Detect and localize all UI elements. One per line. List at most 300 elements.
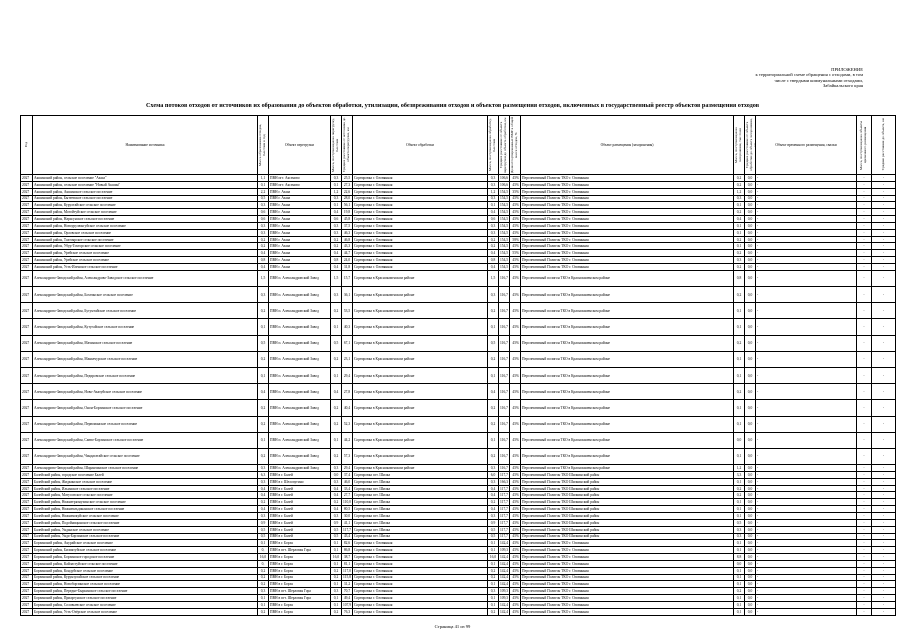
cell-m3: 1,2 [488, 188, 499, 195]
cell-disposal: Перспективный полигон ТКО в Краснокаменском районе [521, 270, 734, 286]
cell-processing: Сортировка в Краснокаменском районе [353, 384, 488, 400]
cell-m4: 3,3 [734, 471, 745, 478]
cell-m3: 0,1 [488, 601, 499, 608]
cell-share: 45% [510, 499, 521, 506]
cell-transfer: ПВН г. Акша [269, 222, 331, 229]
cell-disposal: Перспективный Полигон ТКО г. Оловянная [521, 243, 734, 250]
table-row [21, 608, 896, 615]
cell-processing: Сортировка г. Оловянная [353, 222, 488, 229]
cell-m5: - [857, 181, 872, 188]
cell-source: Акшинский район, Акшинское сельское поселение [33, 188, 258, 195]
cell-m3: 0,4 [488, 384, 499, 400]
cell-processing: Сортировка г. Оловянная [353, 588, 488, 595]
cell-d2: 117,7 [500, 527, 508, 532]
cell-d4: - [872, 533, 896, 540]
column-header [33, 116, 258, 175]
cell-mass: 0,9 [258, 519, 269, 526]
cell-d4: - [872, 209, 896, 216]
cell-m2: 16,0 [331, 554, 342, 561]
cell-m2: 0,6 [331, 216, 342, 223]
cell-temp: - [756, 181, 857, 188]
cell-source: Акшинский район, Орловское сельское поселение [33, 229, 258, 236]
cell-d3: 0,0 [745, 209, 756, 216]
cell-transfer: ПВН в пгт. Шерловая Гора [269, 588, 331, 595]
cell-transfer: ПВН г. Акша [269, 250, 331, 257]
cell-m4: 0,1 [734, 303, 745, 319]
cell-d3: 0,0 [745, 560, 756, 567]
cell-d3: 0,0 [745, 595, 756, 602]
cell-mass: 0,1 [258, 367, 269, 383]
cell-d1: 27,3 [342, 181, 353, 188]
cell-temp: - [756, 492, 857, 499]
cell-d3: 0,0 [745, 181, 756, 188]
cell-disposal: Перспективный Полигон ТКО г. Оловянная [521, 257, 734, 264]
appendix-line: Забайкальского края [822, 83, 863, 89]
cell-disposal: Перспективный Полигон ТКО г. Оловянная [521, 202, 734, 209]
cell-d1: 107,9 [343, 602, 352, 607]
cell-m3: 0,9 [488, 519, 499, 526]
cell-d4: - [872, 574, 896, 581]
cell-processing: Сортировка в Краснокаменском районе [353, 432, 488, 448]
cell-d2: 154,5 [500, 196, 509, 201]
cell-d1: 23,1 [342, 351, 353, 367]
cell-m2: 0,2 [331, 400, 342, 416]
cell-m4: 0,1 [734, 506, 745, 513]
cell-year: 2027 [21, 287, 33, 303]
cell-processing: Сортировка пгт. Шилка [353, 499, 488, 506]
cell-source: Александрово-Заводский район, Педировское сельское поселение [33, 367, 258, 383]
cell-disposal: Перспективный Полигон ТКО г. Оловянная [521, 236, 734, 243]
cell-m3: 0,2 [488, 499, 499, 506]
table-row [21, 400, 896, 416]
cell-transfer: ПВН г. Акша [269, 257, 331, 264]
cell-source: Борзинский район, Борзинское городское поселение [33, 554, 258, 561]
cell-d1: 29,4 [342, 465, 353, 472]
cell-m2: 0,2 [331, 243, 342, 250]
cell-d1: 110,0 [343, 500, 351, 505]
cell-m4: 1,2 [734, 188, 745, 195]
cell-m5: - [857, 257, 872, 264]
cell-m5: - [857, 478, 872, 485]
cell-transfer: ПВН г. Акша [269, 202, 331, 209]
cell-d2: 154,5 [500, 189, 509, 194]
cell-processing: Сортировка г. Оловянная [353, 540, 488, 547]
cell-processing: Сортировка пгт. Шилка [353, 471, 488, 478]
cell-mass: 0,1 [258, 319, 269, 335]
table-row [21, 526, 896, 533]
cell-year: 2027 [21, 448, 33, 464]
cell-disposal: Перспективный полигон ТКО в Краснокаменском районе [521, 465, 734, 472]
cell-year: 2027 [21, 465, 33, 472]
cell-source: Александрово-Заводский район, Мачинское сельское поселение [33, 335, 258, 351]
cell-temp: - [756, 595, 857, 602]
cell-d3: 0,0 [745, 236, 756, 243]
table-row [21, 216, 896, 223]
cell-m3: 0,6 [488, 216, 499, 223]
cell-processing: Сортировка г. Оловянная [353, 236, 488, 243]
cell-source: Александрово-Заводский район, Бохтинское сельское поселение [33, 287, 258, 303]
cell-d4: - [872, 432, 896, 448]
cell-d2: 142,4 [500, 582, 509, 587]
cell-m3: 0,4 [488, 492, 499, 499]
cell-disposal: Перспективный Полигон ТКО г. Оловянная [521, 229, 734, 236]
cell-temp: - [756, 432, 857, 448]
cell-m4: 0,5 [734, 519, 745, 526]
cell-d3: 0,0 [745, 554, 756, 561]
cell-share: 45% [510, 567, 521, 574]
cell-d2: 109,3 [500, 548, 509, 553]
cell-disposal: Перспективный Полигон ТКО Шилкинский район [521, 526, 734, 533]
cell-temp: - [756, 209, 857, 216]
cell-mass: 0,2 [258, 416, 269, 432]
cell-m5: - [857, 222, 872, 229]
cell-temp: - [756, 367, 857, 383]
page-number: Страница 41 из 99 [434, 624, 471, 629]
cell-m5: - [857, 471, 872, 478]
cell-d2: 116,7 [499, 367, 510, 383]
cell-m3: 0,1 [488, 202, 499, 209]
table-row [21, 547, 896, 554]
cell-disposal: Перспективный Полигон ТКО г. Оловянная [521, 608, 734, 615]
cell-year: 2027 [21, 540, 33, 547]
cell-m2: 0,1 [331, 547, 342, 554]
column-header [342, 116, 353, 175]
cell-temp: - [756, 499, 857, 506]
cell-mass: 0,3 [258, 478, 269, 485]
cell-temp: - [756, 263, 857, 270]
cell-processing: Сортировка г. Оловянная [353, 188, 488, 195]
cell-d1: 33,4 [342, 485, 353, 492]
cell-m4: 0,1 [734, 416, 745, 432]
cell-d1: 38,7 [342, 554, 353, 561]
cell-d3: 0,0 [745, 519, 756, 526]
cell-disposal: Перспективный Полигон ТКО г. Оловянная [521, 595, 734, 602]
cell-share: 35% [510, 188, 521, 195]
cell-d3: 0,0 [745, 367, 756, 383]
column-header-label: Среднее расстояние до объекта, км [880, 118, 885, 171]
cell-disposal: Перспективный Полигон ТКО Шилкинский район [521, 519, 734, 526]
cell-m3: 0,4 [488, 209, 499, 216]
column-header [353, 116, 488, 175]
cell-m5: - [857, 384, 872, 400]
cell-source: Борзинский район, Акурайское сельское поселение [33, 540, 258, 547]
cell-source: Акшинский район, сельское поселение "Акша" [33, 175, 258, 182]
cell-temp: - [756, 303, 857, 319]
cell-d3: 0,0 [745, 471, 756, 478]
cell-d3: 0,0 [745, 512, 756, 519]
cell-m5: - [857, 236, 872, 243]
cell-processing: Сортировка г. Оловянная [353, 229, 488, 236]
cell-d2: 106,6 [500, 182, 509, 187]
cell-d2: 117,7 [500, 534, 508, 539]
cell-source: Александрово-Заводский район, Шаранчинское сельское поселение [33, 465, 258, 472]
cell-temp: - [756, 416, 857, 432]
column-header-label: Объект перегрузки [285, 143, 314, 147]
cell-m3: 0,3 [488, 478, 499, 485]
cell-temp: - [756, 175, 857, 182]
cell-m4: 1,2 [734, 465, 745, 472]
cell-transfer: ПВН п. Александровский Завод [269, 448, 331, 464]
cell-temp: - [756, 512, 857, 519]
cell-d4: - [872, 367, 896, 383]
cell-transfer: ПВН п. Александровский Завод [269, 335, 331, 351]
cell-m4: 0,0 [734, 560, 745, 567]
cell-m5: - [857, 209, 872, 216]
cell-d1: 29,4 [342, 367, 353, 383]
cell-share: 45% [510, 554, 521, 561]
cell-d2: 116,7 [499, 432, 510, 448]
cell-disposal: Перспективный Полигон ТКО г. Оловянная [521, 175, 734, 182]
cell-m2: 0,2 [331, 448, 342, 464]
cell-mass: 16,0 [258, 554, 269, 561]
cell-disposal: Перспективный полигон ТКО в Краснокаменском районе [521, 384, 734, 400]
cell-mass: 0,2 [258, 303, 269, 319]
table-row [21, 512, 896, 519]
cell-d2: 116,7 [499, 319, 510, 335]
cell-d1: 46,3 [342, 229, 353, 236]
cell-d3: 0,0 [745, 506, 756, 513]
cell-share: 45% [510, 432, 521, 448]
cell-temp: - [756, 574, 857, 581]
cell-m2: 0,4 [331, 250, 342, 257]
cell-m3: 0,4 [488, 506, 499, 513]
cell-d3: 0,0 [745, 216, 756, 223]
cell-source: Борзинский район, Биликтуйское сельское поселение [33, 547, 258, 554]
cell-d1: 46,8 [342, 236, 353, 243]
cell-disposal: Перспективный Полигон ТКО г. Оловянная [521, 188, 734, 195]
cell-d4: - [872, 287, 896, 303]
cell-share: 45% [510, 335, 521, 351]
cell-year: 2027 [21, 533, 33, 540]
cell-d2: 154,5 [500, 216, 509, 221]
cell-processing: Сортировка пгт. Шилка [353, 533, 488, 540]
cell-d1: 36,1 [342, 287, 353, 303]
cell-temp: - [756, 601, 857, 608]
cell-m4: 0,1 [734, 581, 745, 588]
cell-d1: 30,0 [342, 512, 353, 519]
cell-d1: 40,4 [342, 400, 353, 416]
cell-processing: Сортировка пгт. Шилка [353, 526, 488, 533]
cell-disposal: Перспективный полигон ТКО в Краснокаменском районе [521, 367, 734, 383]
cell-m5: - [857, 250, 872, 257]
cell-temp: - [756, 581, 857, 588]
cell-share: 45% [510, 547, 521, 554]
cell-m3: 0,2 [488, 416, 499, 432]
cell-year: 2027 [21, 351, 33, 367]
cell-d3: 0,0 [745, 229, 756, 236]
cell-processing: Сортировка в Краснокаменском районе [353, 303, 488, 319]
cell-disposal: Перспективный Полигон ТКО Шилкинский район [521, 499, 734, 506]
cell-m4: 0,1 [734, 367, 745, 383]
cell-processing: Сортировка пгт. Шилка [353, 506, 488, 513]
cell-share: 45% [510, 263, 521, 270]
cell-m4: 0,4 [734, 216, 745, 223]
cell-d1: 25,5 [342, 175, 353, 182]
cell-share: 45% [510, 492, 521, 499]
cell-d1: 37,4 [342, 471, 353, 478]
table-row [21, 601, 896, 608]
cell-m2: 0,3 [331, 222, 342, 229]
cell-m5: - [857, 519, 872, 526]
cell-d3: 0,0 [745, 263, 756, 270]
cell-processing: Сортировка г. Оловянная [353, 554, 488, 561]
cell-temp: - [756, 519, 857, 526]
table-row [21, 554, 896, 561]
cell-share: 45% [510, 384, 521, 400]
cell-mass: 0,3 [258, 202, 269, 209]
cell-temp: - [756, 526, 857, 533]
cell-m2: 0,1 [331, 595, 342, 602]
cell-year: 2027 [21, 335, 33, 351]
cell-d2: 154,5 [500, 264, 509, 269]
cell-d1: 115,8 [343, 575, 351, 580]
cell-m2: 0,1 [331, 560, 342, 567]
cell-m2: 0,1 [331, 432, 342, 448]
cell-d3: 0,0 [745, 608, 756, 615]
cell-m5: - [857, 492, 872, 499]
cell-share: 45% [510, 181, 521, 188]
cell-d4: - [872, 567, 896, 574]
cell-temp: - [756, 567, 857, 574]
cell-year: 2027 [21, 581, 33, 588]
cell-share: 45% [510, 243, 521, 250]
cell-disposal: Перспективный Полигон ТКО Шилкинский район [521, 478, 734, 485]
cell-d4: - [872, 222, 896, 229]
cell-processing: Сортировка г. Оловянная [353, 250, 488, 257]
cell-d1: 82,6 [342, 540, 353, 547]
cell-transfer: ПВН в г. Балей [269, 512, 331, 519]
cell-mass: 0,3 [258, 229, 269, 236]
cell-d4: - [872, 250, 896, 257]
cell-transfer: ПВН пгт. Аксеново [269, 175, 331, 182]
cell-d2: 154,5 [500, 258, 509, 263]
cell-temp: - [756, 250, 857, 257]
cell-year: 2027 [21, 574, 33, 581]
cell-d3: 0,0 [745, 448, 756, 464]
cell-source: Борзинский район, Новоборзинское сельское поселение [33, 581, 258, 588]
cell-temp: - [756, 384, 857, 400]
cell-d3: 0,0 [745, 567, 756, 574]
cell-d4: - [872, 581, 896, 588]
table-row [21, 236, 896, 243]
cell-d1: 28,0 [342, 195, 353, 202]
cell-source: Борзинский район, Усть-Озёрское сельское поселение [33, 608, 258, 615]
cell-m2: 0,3 [331, 195, 342, 202]
cell-d3: 0,0 [745, 335, 756, 351]
cell-m2: 0,1 [331, 181, 342, 188]
cell-mass: 0,3 [258, 588, 269, 595]
cell-d2: 106,6 [500, 175, 509, 180]
cell-m2: 0,3 [331, 229, 342, 236]
cell-source: Борзинский район, Передне-Быркинское сельское поселение [33, 588, 258, 595]
cell-m4: 0,2 [734, 588, 745, 595]
cell-m2: 0,8 [331, 257, 342, 264]
cell-source: Акшинский район, Урейское сельское поселение [33, 257, 258, 264]
cell-share: 45% [510, 506, 521, 513]
cell-m3: 0,4 [488, 263, 499, 270]
cell-temp: - [756, 270, 857, 286]
cell-share: 45% [510, 574, 521, 581]
cell-processing: Сортировка г. Оловянная [353, 595, 488, 602]
cell-d2: 142,4 [500, 561, 509, 566]
cell-disposal: Перспективный Полигон ТКО г. Оловянная [521, 581, 734, 588]
cell-temp: - [756, 478, 857, 485]
cell-d1: 44,7 [342, 250, 353, 257]
table-row [21, 175, 896, 182]
table-row [21, 243, 896, 250]
cell-year: 2027 [21, 567, 33, 574]
cell-d1: 41,1 [342, 519, 353, 526]
cell-source: Акшинский район, Убур-Тохторское сельское поселение [33, 243, 258, 250]
cell-d1: 40,3 [342, 319, 353, 335]
table-row [21, 250, 896, 257]
cell-processing: Сортировка г. Оловянная [353, 574, 488, 581]
cell-disposal: Перспективный Полигон ТКО Шилкинский район [521, 471, 734, 478]
cell-disposal: Перспективный Полигон ТКО г. Оловянная [521, 574, 734, 581]
cell-transfer: ПВН п. Александровский Завод [269, 416, 331, 432]
cell-d1: 56,1 [342, 202, 353, 209]
cell-d3: 0,0 [745, 195, 756, 202]
cell-processing: Сортировка г. Оловянная [353, 216, 488, 223]
cell-d4: - [872, 175, 896, 182]
table-row [21, 209, 896, 216]
cell-transfer: ПВН п. Александровский Завод [269, 400, 331, 416]
cell-d3: 0,0 [745, 601, 756, 608]
cell-source: Александрово-Заводский район, Бутунтайское сельское поселение [33, 303, 258, 319]
cell-m3: 0,1 [488, 581, 499, 588]
cell-d3: 0,0 [745, 547, 756, 554]
table-row [21, 416, 896, 432]
cell-d2: 109,3 [500, 589, 509, 594]
column-header-label: Масса, поступающая на обработку, тыс.тонн [488, 118, 496, 171]
cell-d1: 57,3 [342, 448, 353, 464]
cell-temp: - [756, 485, 857, 492]
cell-m2: 0,2 [331, 303, 342, 319]
cell-share: 45% [510, 478, 521, 485]
cell-share: 45% [510, 519, 521, 526]
column-header [21, 116, 33, 175]
cell-m3: 0,3 [488, 195, 499, 202]
cell-disposal: Перспективный полигон ТКО в Краснокаменском районе [521, 448, 734, 464]
column-header [521, 116, 734, 175]
cell-m4: 0,3 [734, 195, 745, 202]
cell-d4: - [872, 181, 896, 188]
cell-temp: - [756, 243, 857, 250]
cell-transfer: ПВН г. Акша [269, 188, 331, 195]
cell-m3: 0,2 [488, 236, 499, 243]
cell-m3: 0,2 [488, 303, 499, 319]
cell-year: 2027 [21, 175, 33, 182]
cell-transfer: ПВН г. Акша [269, 243, 331, 250]
cell-d4: - [872, 601, 896, 608]
cell-disposal: Перспективный Полигон ТКО г. Оловянная [521, 554, 734, 561]
cell-mass: 0,2 [258, 236, 269, 243]
cell-m2: 0,3 [331, 512, 342, 519]
cell-d4: - [872, 506, 896, 513]
cell-share: 45% [510, 465, 521, 472]
table-row [21, 574, 896, 581]
cell-d2: 117,7 [500, 486, 508, 491]
cell-disposal: Перспективный Полигон ТКО г. Оловянная [521, 263, 734, 270]
cell-m5: - [857, 574, 872, 581]
cell-year: 2027 [21, 319, 33, 335]
cell-year: 2027 [21, 478, 33, 485]
cell-share: 45% [510, 222, 521, 229]
cell-share: 45% [510, 448, 521, 464]
cell-share: 45% [510, 216, 521, 223]
table-row [21, 229, 896, 236]
cell-source: Акшинский район, Новоурулюнгуйское сельское поселение [33, 222, 258, 229]
